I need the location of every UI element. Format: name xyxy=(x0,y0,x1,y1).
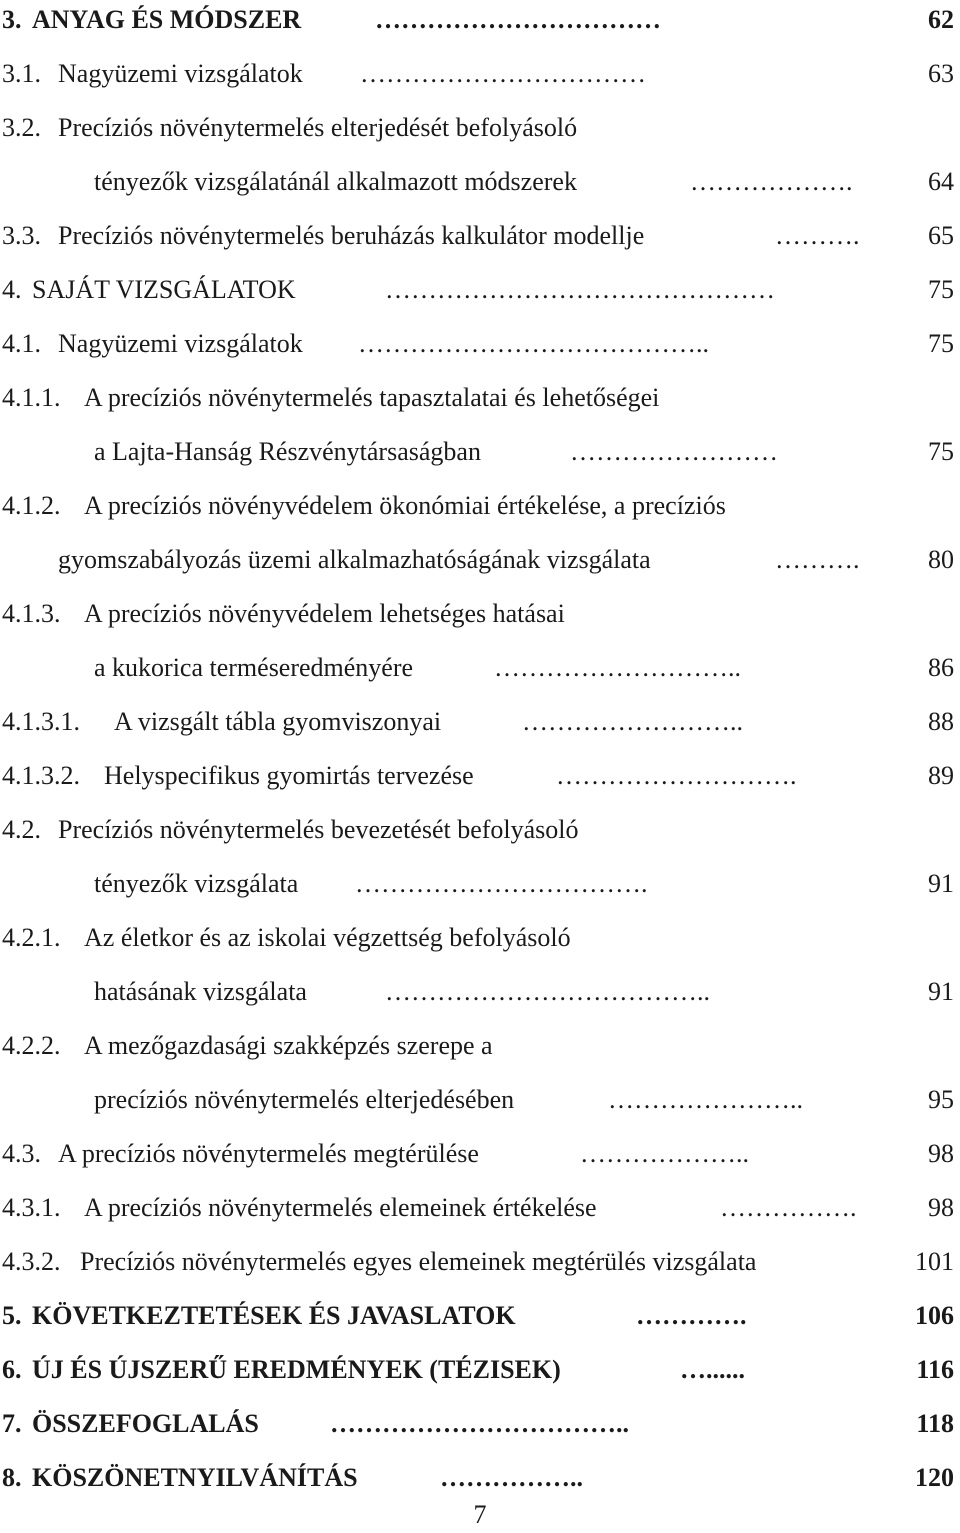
entry-number: 3.2. xyxy=(2,113,41,142)
leader-dots: ………………………. xyxy=(556,761,797,790)
leader-dots: …………….. xyxy=(440,1463,583,1492)
leader-dots: ……………………………….. xyxy=(385,977,710,1006)
entry-page: 62 xyxy=(928,5,954,34)
toc-entry xyxy=(0,1028,960,1064)
page-number: 7 xyxy=(473,1500,487,1529)
entry-title: precíziós növénytermelés elterjedésében xyxy=(94,1085,515,1114)
entry-number: 4.3.2. xyxy=(2,1247,61,1276)
toc-entry xyxy=(0,542,960,578)
entry-number: 4.1.2. xyxy=(2,491,61,520)
entry-title: a Lajta-Hanság Részvénytársaságban xyxy=(94,437,481,466)
entry-number: 4.1.3.2. xyxy=(2,761,80,790)
entry-number: 8. xyxy=(2,1463,22,1492)
entry-number: 4.1.3. xyxy=(2,599,61,628)
entry-page: 65 xyxy=(928,221,954,250)
entry-number: 4.2.2. xyxy=(2,1031,61,1060)
toc-entry xyxy=(0,380,960,416)
entry-number: 4.2. xyxy=(2,815,41,844)
entry-title: Nagyüzemi vizsgálatok xyxy=(58,59,303,88)
toc-entry xyxy=(0,1460,960,1496)
toc-entry xyxy=(0,164,960,200)
leader-dots: ……………………………. xyxy=(355,869,648,898)
entry-title: tényezők vizsgálatánál alkalmazott módszerek xyxy=(94,167,577,196)
entry-number: 6. xyxy=(2,1355,22,1384)
entry-page: 120 xyxy=(915,1463,954,1492)
leader-dots: ……………. xyxy=(720,1193,857,1222)
entry-page: 98 xyxy=(928,1139,954,1168)
leader-dots: ………. xyxy=(775,221,860,250)
entry-title: Az életkor és az iskolai végzettség befolyásoló xyxy=(84,923,571,952)
entry-page: 75 xyxy=(928,275,954,304)
entry-title: A mezőgazdasági szakképzés szerepe a xyxy=(84,1031,493,1060)
entry-number: 4.3.1. xyxy=(2,1193,61,1222)
toc-entry xyxy=(0,704,960,740)
toc-entry xyxy=(0,1406,960,1442)
toc-entry xyxy=(0,326,960,362)
leader-dots: …………………… xyxy=(570,437,778,466)
toc-entry xyxy=(0,2,960,38)
leader-dots: ……………………….. xyxy=(494,653,741,682)
entry-page: 95 xyxy=(928,1085,954,1114)
toc-entry xyxy=(0,1298,960,1334)
toc-entry xyxy=(0,1136,960,1172)
entry-page: 88 xyxy=(928,707,954,736)
toc-entry xyxy=(0,758,960,794)
toc-entry xyxy=(0,974,960,1010)
entry-title: tényezők vizsgálata xyxy=(94,869,299,898)
leader-dots: ……………………………………… xyxy=(385,275,775,304)
entry-title: KÖVETKEZTETÉSEK ÉS JAVASLATOK xyxy=(32,1301,516,1330)
entry-number: 4.3. xyxy=(2,1139,41,1168)
entry-page: 98 xyxy=(928,1193,954,1222)
toc-entry xyxy=(0,866,960,902)
entry-number: 4. xyxy=(2,275,22,304)
entry-title: Precíziós növénytermelés bevezetését befolyásoló xyxy=(58,815,579,844)
leader-dots: …………. xyxy=(636,1301,747,1330)
entry-title: Precíziós növénytermelés egyes elemeinek megtérülés vizsgálata xyxy=(80,1247,757,1276)
entry-page: 86 xyxy=(928,653,954,682)
entry-page: 91 xyxy=(928,977,954,1006)
entry-title: ÖSSZEFOGLALÁS xyxy=(32,1409,259,1438)
entry-number: 4.2.1. xyxy=(2,923,61,952)
entry-page: 106 xyxy=(915,1301,954,1330)
entry-number: 5. xyxy=(2,1301,22,1330)
entry-number: 4.1.3.1. xyxy=(2,707,80,736)
entry-number: 3.3. xyxy=(2,221,41,250)
entry-title: hatásának vizsgálata xyxy=(94,977,307,1006)
entry-title: Precíziós növénytermelés beruházás kalkulátor modellje xyxy=(58,221,645,250)
toc-entry xyxy=(0,110,960,146)
toc-entry xyxy=(0,650,960,686)
entry-title: A precíziós növénytermelés elemeinek értékelése xyxy=(84,1193,597,1222)
entry-title: ÚJ ÉS ÚJSZERŰ EREDMÉNYEK (TÉZISEK) xyxy=(32,1355,561,1384)
entry-title: ANYAG ÉS MÓDSZER xyxy=(32,5,302,34)
entry-title: A precíziós növénytermelés megtérülése xyxy=(58,1139,479,1168)
toc-entry xyxy=(0,56,960,92)
entry-title: Nagyüzemi vizsgálatok xyxy=(58,329,303,358)
leader-dots: ………………. xyxy=(690,167,853,196)
toc-entry xyxy=(0,488,960,524)
leader-dots: ………. xyxy=(775,545,860,574)
entry-title: SAJÁT VIZSGÁLATOK xyxy=(32,275,296,304)
entry-number: 4.1.1. xyxy=(2,383,61,412)
entry-title: KÖSZÖNETNYILVÁNÍTÁS xyxy=(32,1463,358,1492)
entry-page: 80 xyxy=(928,545,954,574)
entry-number: 3. xyxy=(2,5,22,34)
entry-title: a kukorica terméseredményére xyxy=(94,653,414,682)
entry-page: 89 xyxy=(928,761,954,790)
toc-entry xyxy=(0,272,960,308)
toc-entry xyxy=(0,1190,960,1226)
toc-entry xyxy=(0,218,960,254)
toc-entry xyxy=(0,812,960,848)
entry-page: 101 xyxy=(915,1247,954,1276)
entry-title: A precíziós növénytermelés tapasztalatai és lehetőségei xyxy=(84,383,660,412)
entry-title: Helyspecifikus gyomirtás tervezése xyxy=(104,761,474,790)
leader-dots: …………………………… xyxy=(375,5,661,34)
leader-dots: ………………….. xyxy=(608,1085,803,1114)
toc-entry xyxy=(0,1082,960,1118)
toc-entry xyxy=(0,596,960,632)
leader-dots: ……………….. xyxy=(580,1139,749,1168)
entry-number: 4.1. xyxy=(2,329,41,358)
toc-entry xyxy=(0,1352,960,1388)
toc-entry xyxy=(0,434,960,470)
entry-title: Precíziós növénytermelés elterjedését befolyásoló xyxy=(58,113,578,142)
entry-page: 91 xyxy=(928,869,954,898)
leader-dots: …………………………….. xyxy=(330,1409,629,1438)
entry-page: 75 xyxy=(928,329,954,358)
entry-number: 3.1. xyxy=(2,59,41,88)
entry-title: A precíziós növényvédelem lehetséges hatásai xyxy=(84,599,565,628)
entry-page: 116 xyxy=(916,1355,954,1384)
leader-dots: …………………….. xyxy=(522,707,743,736)
entry-page: 63 xyxy=(928,59,954,88)
entry-title: A precíziós növényvédelem ökonómiai értékelése, a precíziós xyxy=(84,491,726,520)
leader-dots: …...... xyxy=(680,1355,745,1384)
entry-page: 64 xyxy=(928,167,954,196)
toc-entry xyxy=(0,1244,960,1280)
entry-title: gyomszabályozás üzemi alkalmazhatóságának vizsgálata xyxy=(58,545,651,574)
entry-page: 118 xyxy=(916,1409,954,1438)
entry-number: 7. xyxy=(2,1409,22,1438)
leader-dots: ………………………………….. xyxy=(358,329,709,358)
leader-dots: …………………………… xyxy=(360,59,646,88)
entry-page: 75 xyxy=(928,437,954,466)
toc-entry xyxy=(0,920,960,956)
entry-title: A vizsgált tábla gyomviszonyai xyxy=(114,707,442,736)
